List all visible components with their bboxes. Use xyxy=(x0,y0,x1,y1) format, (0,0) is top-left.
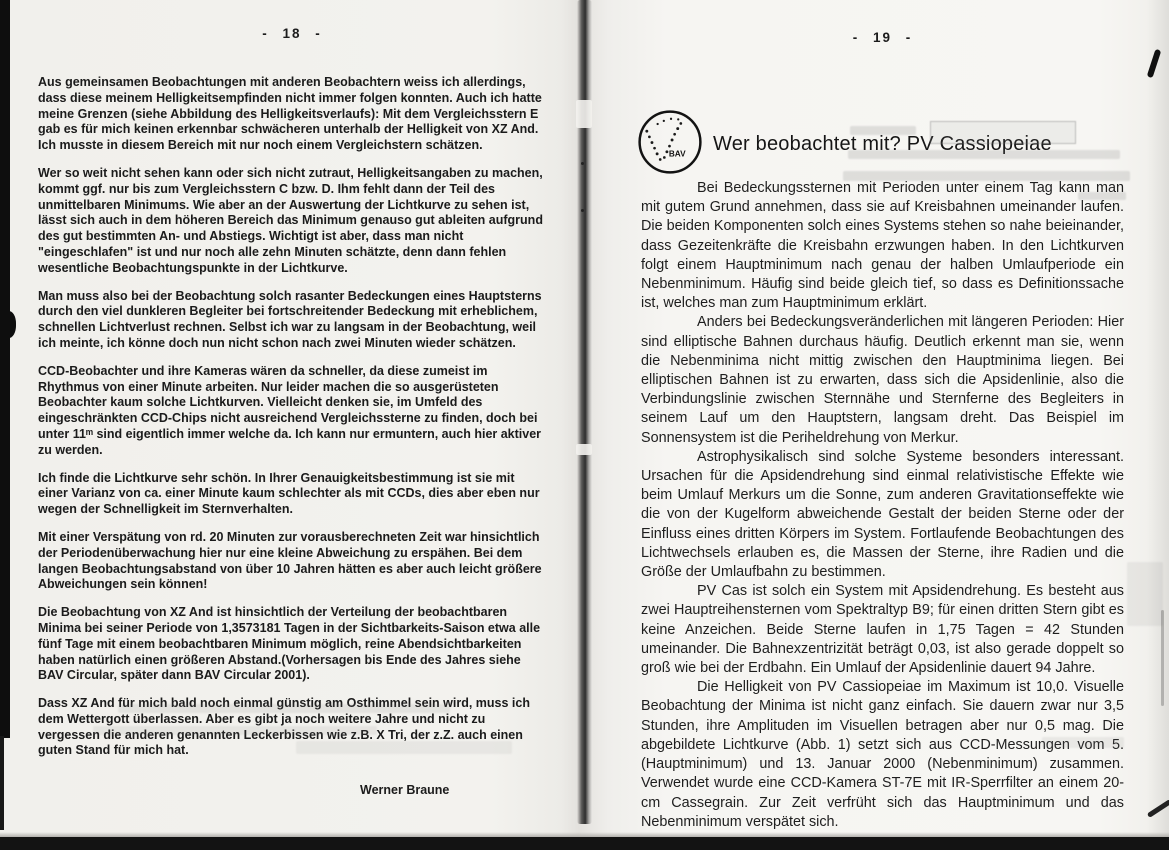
bav-logo-label: BAV xyxy=(668,149,686,159)
bleedthrough-smudge xyxy=(1078,192,1126,200)
bleedthrough-smudge xyxy=(843,171,1130,181)
paragraph: Wer so weit nicht sehen kann oder sich nicht zutraut, Helligkeitsangaben zu machen, kommt ggf. nur bis zum Vergleichsstern C bzw. D. Ihm fehlt dann der Teil des unmittelbaren Minimums. Wie aber an der Auswertung der Lichtkurve zu sehen ist, lässt sich auch in dem höheren Bereich das Minimum genauso gut ableiten aufgrund des gut bestimmten An- und Abstiegs. Wichtigt ist aber, dass man nicht "eingeschlafen" ist und nur noch alle zehn Minuten schätzte, denn dann fehlen wesentliche Beobachtungspunkte in der Lichtkurve. xyxy=(38,165,543,275)
bleedthrough-smudge xyxy=(118,704,450,713)
bleedthrough-smudge xyxy=(296,741,512,754)
bleedthrough-smudge xyxy=(850,126,916,135)
page-curl-shade xyxy=(1147,0,1169,850)
article-title: Wer beobachtet mit? PV Cassiopeiae xyxy=(713,133,1052,155)
scan-edge-left-thin xyxy=(0,736,4,830)
paragraph: Anders bei Bedeckungsveränderlichen mit längeren Perioden: Hier sind elliptische Bahnen durchaus häufig. Deutlich erkennt man sie, wenn die Nebenminima nicht mittig zwischen den Hauptminima liegen. Bei elliptischen Bahnen ist zu erwarten, dass sich die Apsidenlinie, also die Verbindungslinie zwischen Sternnähe und Sternferne des Begleiters in seinem Lauf um den Hauptstern, langsam dreht. Das Beispiel im Sonnensystem ist die Periheldrehung von Merkur. xyxy=(641,314,1124,446)
paragraph: Aus gemeinsamen Beobachtungen mit anderen Beobachtern weiss ich allerdings, dass diese meinem Helligkeitsempfinden nicht immer folgen konnten. Auch ich hatte meine Grenzen (siehe Abbildung des Helligkeitsverlaufs): Mit dem Vergleichsstern E gab es für mich keinen erkennbar schwächeren unterhalb der Helligkeit von XZ And. Ich musste in diesem Bereich mit nur noch einem Vergleichstern schätzen. xyxy=(38,75,542,153)
paragraph: Ich finde die Lichtkurve sehr schön. In Ihrer Genauigkeitsbestimmung ist sie mit einer Varianz von ca. einer Minute kaum schlechter als mit CCDs, dies aber eben nur wegen der Schnelligkeit im Sternverhalten. xyxy=(38,470,540,517)
staple-dot xyxy=(581,209,584,212)
paragraph: Dass XZ And für mich bald noch einmal günstig am Osthimmel sein wird, muss ich dem Wettergott überlassen. Aber es gibt ja noch weitere Jahre und nicht zu vergessen die anderen genannten Leckerbissen wie z.B. X Tri, der z.Z. auch einen guten Stand für mich hat. xyxy=(38,696,530,758)
bav-logo-icon xyxy=(636,108,704,176)
bleedthrough-smudge xyxy=(1042,737,1124,748)
page-19-number: - 19 - xyxy=(852,30,913,45)
author-signature: Werner Braune xyxy=(360,783,450,798)
page-curl-line xyxy=(1161,610,1164,706)
paragraph: Bei Bedeckungssternen mit Perioden unter einem Tag kann man mit gutem Grund annehmen, dass sie auf Kreisbahnen umeinander laufen. Die beiden Komponenten solch eines Systems stehen so nahe beieinander, dass Gezeitenkräfte die Kreisbahn erzwungen haben. In den Lichtkurven folgt einem Hauptminimum nach genau der halben Umlaufperiode ein Nebenminimum. Häufig sind beide gleich tief, so dass es Definitionssache ist, welches man zum Hauptminimum erklärt. xyxy=(641,180,1124,312)
scan-bottom-bar xyxy=(0,837,1169,850)
paragraph: Die Helligkeit von PV Cassiopeiae im Maximum ist 10,0. Visuelle Beobachtung der Minima ist nicht ganz einfach. Sie dauern zwar nur 3,5 Stunden, ihre Amplituden im Visuellen betragen aber nur 0,5 mag. Die abgebildete Lichtkurve (Abb. 1) setzt sich aus CCD-Messungen vom 5. (Hauptminimum) und 13. Januar 2000 (Nebenminimum) zusammen. Verwendet wurde eine CCD-Kamera ST-7E mit IR-Sperrfilter an einem 20-cm Cassegrain. Zur Zeit verfrüht sich das Hauptminimum und das Nebenminimum verspätet sich. xyxy=(641,679,1124,830)
paragraph: Mit einer Verspätung von rd. 20 Minuten zur vorausberechneten Zeit war hinsichtlich der Periodenüberwachung hier nur eine kleine Abweichung zu erspähen. Bei dem langen Beobachtungsabstand von über 10 Jahren hätten es aber auch leicht größere Abweichungen sein können! xyxy=(38,529,542,592)
scan-edge-bump xyxy=(0,311,16,338)
paragraph: Astrophysikalisch sind solche Systeme besonders interessant. Ursachen für die Apsidendrehung sind einmal relativistische Effekte wie beim Umlauf Merkurs um die Sonne, zum anderen Gravitationseffekte wie die von der Kugelform abweichende Gestalt der beiden Sterne oder der Einfluss eines dritten Körpers im System. Fortlaufende Beobachtungen des Lichtwechsels erlauben es, die Massen der Sterne, ihre Radien und die Größe der Umlaufbahn zu bestimmen. xyxy=(641,448,1124,581)
gutter-notch xyxy=(576,100,592,128)
gutter-notch xyxy=(576,444,592,455)
bleedthrough-smudge xyxy=(93,726,377,735)
article-body xyxy=(641,179,1124,832)
paragraph: Die Beobachtung von XZ And ist hinsichtlich der Verteilung der beobachtbaren Minima bei seiner Periode von 1,3573181 Tagen in der Sichtbarkeits-Saison etwa alle fünf Tage mit einem beobachtbaren Minimum möglich, reine Abendsichtbarkeiten haben natürlich einen größeren Abstand.(Vorhersagen bis Ende des Jahres siehe BAV Circular, später dann BAV Circular 2001). xyxy=(38,605,541,683)
scan-edge-left xyxy=(0,0,10,738)
staple-dot xyxy=(581,162,584,165)
article-header xyxy=(641,53,1124,179)
paragraph: PV Cas ist solch ein System mit Apsidendrehung. Es besteht aus zwei Hauptreihensternen vom Spektraltyp B9; für einen dritten Stern gibt es keine Anzeichen. Beide Sterne laufen in 1,75 Tagen = 42 Stunden umeinander. Die Bahnexzentrizität beträgt 0,03, ist also gerade doppelt so groß wie bei der Erdbahn. Ein Umlauf der Apsidenlinie dauert 94 Jahre. xyxy=(641,583,1124,677)
bleedthrough-smudge xyxy=(848,150,1120,159)
paragraph: Man muss also bei der Beobachtung solch rasanter Bedeckungen eines Hauptsterns durch den viel dunkleren Begleiter bei fortschreitender Bedeckung mit erheblichem, schnellen Lichtverlust rechnen. Selbst ich war zu langsam in der Beobachtung, weil ich meinte, ich könne doch nun nicht schon nach zwei Minuten wieder schätzen. xyxy=(38,288,542,350)
paragraph: CCD-Beobachter und ihre Kameras wären da schneller, da diese zumeist im Rhythmus von einer Minute arbeiten. Nur leider machen die so ausgerüsteten Beobachter kaum solche Lichtkurven. Vielleicht denken sie, im Umfeld des eingeschränkten CCD-Chips nicht ausreichend Vergleichssterne zu finden, doch bei unter 11ᵐ sind eigentlich immer welche da. Ich kann nur ermuntern, auch hier aktiver zu werden. xyxy=(38,363,542,457)
page-18 xyxy=(38,26,546,797)
page-18-number: - 18 - xyxy=(262,26,322,41)
bleedthrough-box xyxy=(930,121,1076,144)
